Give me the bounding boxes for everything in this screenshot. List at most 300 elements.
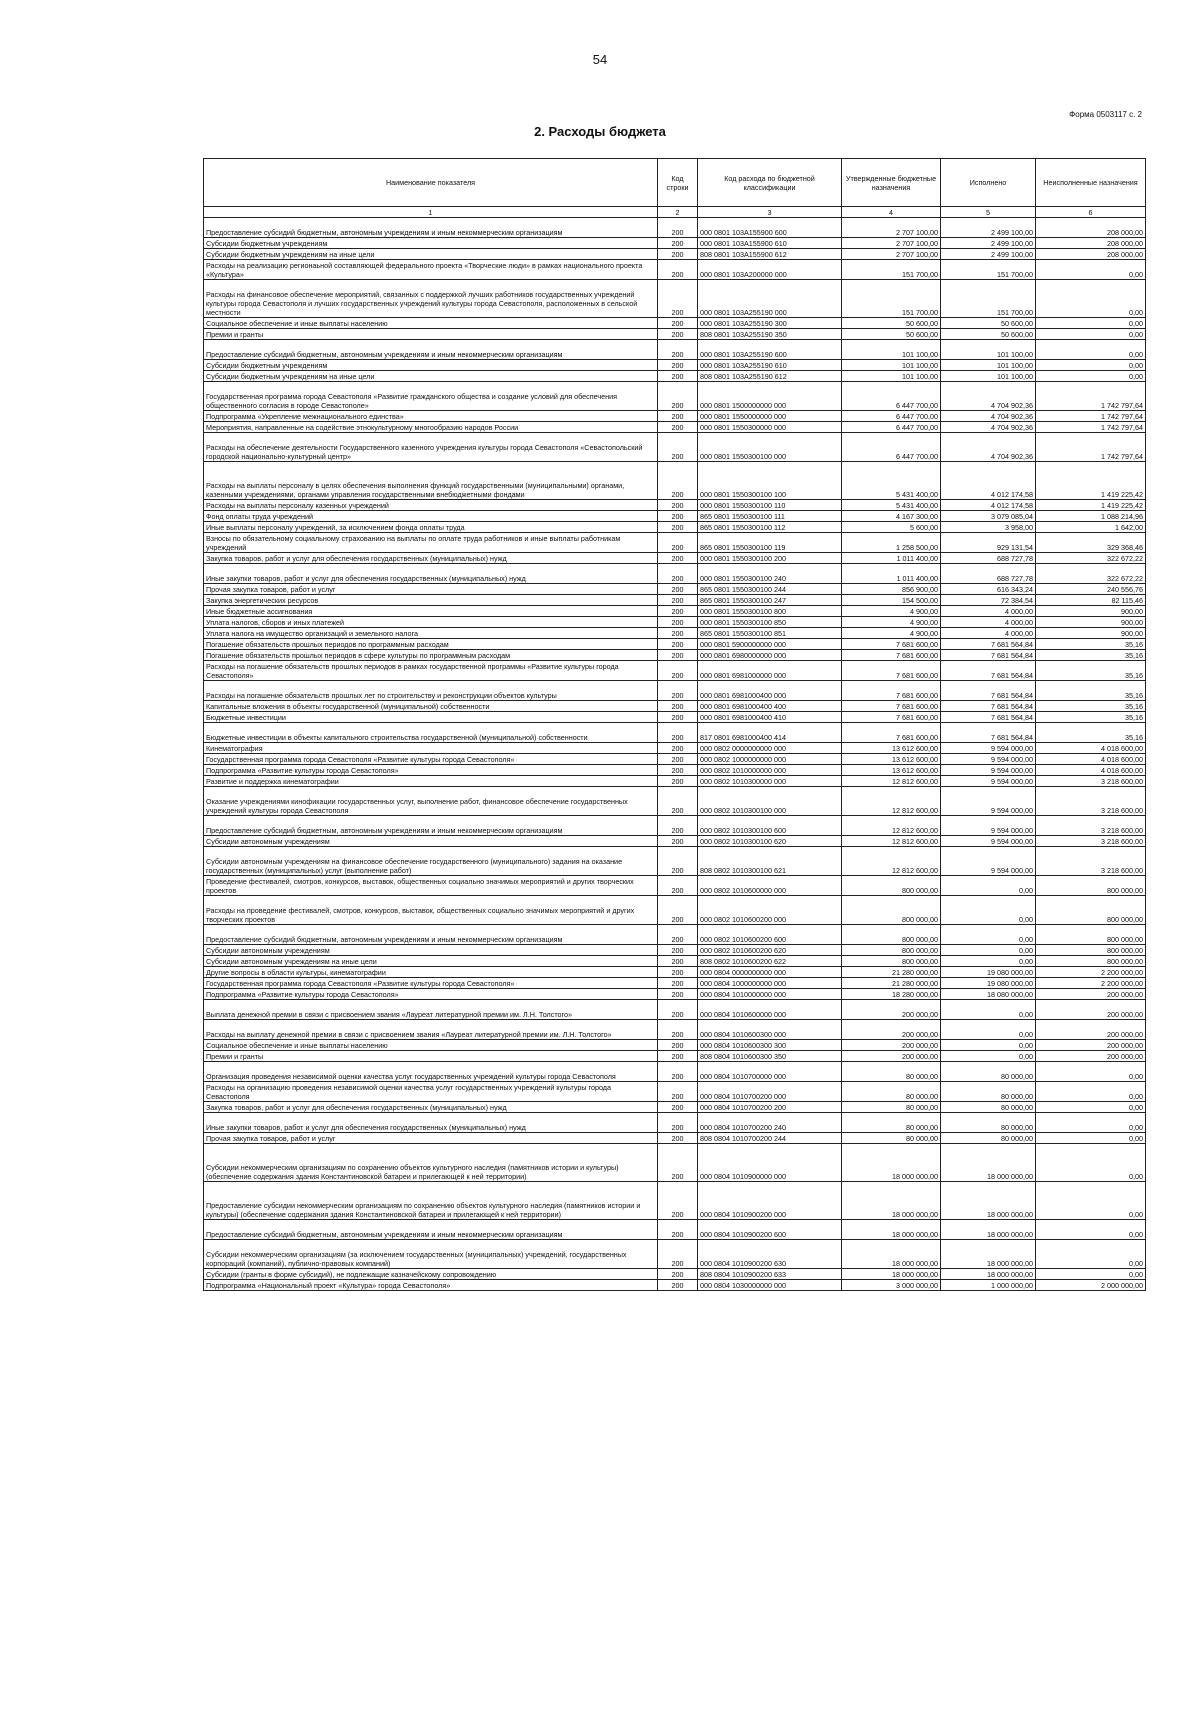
cell-approved: 2 707 100,00	[842, 249, 941, 260]
cell-executed: 688 727,78	[941, 564, 1036, 584]
cell-expense-code: 000 0801 1550000000 000	[698, 411, 842, 422]
cell-unexecuted: 208 000,00	[1036, 238, 1146, 249]
cell-executed: 4 000,00	[941, 628, 1036, 639]
cell-line-code: 200	[658, 967, 698, 978]
cell-line-code: 200	[658, 522, 698, 533]
cell-unexecuted: 200 000,00	[1036, 989, 1146, 1000]
col-number: 4	[842, 207, 941, 218]
cell-unexecuted: 800 000,00	[1036, 945, 1146, 956]
cell-approved: 18 000 000,00	[842, 1182, 941, 1220]
cell-name: Расходы на выплаты персоналу в целях обеспечения выполнения функций государственными (муниципальными) органами, казенными учреждениями, органами управления государственными внебюджетными фондами	[204, 462, 658, 500]
cell-executed: 151 700,00	[941, 260, 1036, 280]
table-row	[204, 816, 1146, 836]
cell-line-code: 200	[658, 1020, 698, 1040]
cell-name: Погашение обязательств прошлых периодов по программным расходам	[204, 639, 658, 650]
cell-unexecuted: 0,00	[1036, 1269, 1146, 1280]
cell-line-code: 200	[658, 606, 698, 617]
cell-line-code: 200	[658, 433, 698, 462]
form-code: Форма 0503117 с. 2	[1069, 110, 1142, 119]
cell-unexecuted: 0,00	[1036, 360, 1146, 371]
cell-expense-code: 000 0801 1500000000 000	[698, 382, 842, 411]
table-row	[204, 1000, 1146, 1020]
cell-line-code: 200	[658, 978, 698, 989]
cell-expense-code: 000 0801 6981000400 000	[698, 681, 842, 701]
cell-name: Оказание учреждениями кинофикации государственных услуг, выполнение работ, финансовое обеспечение государственных учреждений культуры города Севастополя	[204, 787, 658, 816]
cell-unexecuted: 35,16	[1036, 661, 1146, 681]
table-row	[204, 661, 1146, 681]
table-row	[204, 1102, 1146, 1113]
table-row	[204, 595, 1146, 606]
cell-executed: 80 000,00	[941, 1133, 1036, 1144]
cell-executed: 7 681 564,84	[941, 723, 1036, 743]
cell-unexecuted: 4 018 600,00	[1036, 743, 1146, 754]
cell-unexecuted: 3 218 600,00	[1036, 816, 1146, 836]
cell-expense-code: 000 0801 1550300100 200	[698, 553, 842, 564]
table-row	[204, 1280, 1146, 1291]
cell-approved: 7 681 600,00	[842, 712, 941, 723]
table-row	[204, 371, 1146, 382]
cell-line-code: 200	[658, 360, 698, 371]
cell-name: Субсидии некоммерческим организациям по сохранению объектов культурного наследия (памятников истории и культуры) (обеспечение содержания здания Константиновской батареи и прилегающей к ней территории)	[204, 1144, 658, 1182]
cell-line-code: 200	[658, 743, 698, 754]
table-row	[204, 765, 1146, 776]
col-header-line-code: Код строки	[658, 159, 698, 207]
cell-expense-code: 000 0804 1010900000 000	[698, 1144, 842, 1182]
cell-approved: 101 100,00	[842, 340, 941, 360]
cell-expense-code: 000 0802 1010300100 600	[698, 816, 842, 836]
cell-line-code: 200	[658, 876, 698, 896]
cell-approved: 18 000 000,00	[842, 1240, 941, 1269]
cell-line-code: 200	[658, 318, 698, 329]
cell-name: Проведение фестивалей, смотров, конкурсов, выставок, общественных социально значимых мероприятий и других творческих проектов	[204, 876, 658, 896]
cell-name: Подпрограмма «Развитие культуры города Севастополя»	[204, 989, 658, 1000]
cell-unexecuted: 1 742 797,64	[1036, 422, 1146, 433]
cell-line-code: 200	[658, 945, 698, 956]
cell-line-code: 200	[658, 787, 698, 816]
cell-name: Субсидии бюджетным учреждениям	[204, 360, 658, 371]
table-row	[204, 411, 1146, 422]
cell-unexecuted: 0,00	[1036, 280, 1146, 318]
expenditure-table	[203, 158, 1146, 1291]
cell-executed: 101 100,00	[941, 340, 1036, 360]
cell-approved: 200 000,00	[842, 1020, 941, 1040]
cell-approved: 4 900,00	[842, 617, 941, 628]
cell-expense-code: 000 0804 1010600300 000	[698, 1020, 842, 1040]
cell-unexecuted: 200 000,00	[1036, 1040, 1146, 1051]
table-row	[204, 500, 1146, 511]
cell-executed: 101 100,00	[941, 371, 1036, 382]
cell-expense-code: 000 0801 103A255190 610	[698, 360, 842, 371]
cell-expense-code: 000 0801 5900000000 000	[698, 639, 842, 650]
cell-name: Другие вопросы в области культуры, кинематографии	[204, 967, 658, 978]
cell-line-code: 200	[658, 1082, 698, 1102]
cell-expense-code: 000 0802 1010000000 000	[698, 765, 842, 776]
cell-line-code: 200	[658, 553, 698, 564]
cell-executed: 7 681 564,84	[941, 661, 1036, 681]
cell-name: Субсидии автономным учреждениям	[204, 945, 658, 956]
cell-unexecuted: 3 218 600,00	[1036, 776, 1146, 787]
table-row	[204, 754, 1146, 765]
cell-unexecuted: 0,00	[1036, 1240, 1146, 1269]
cell-name: Бюджетные инвестиции	[204, 712, 658, 723]
cell-line-code: 200	[658, 639, 698, 650]
cell-name: Мероприятия, направленные на содействие этнокультурному многообразию народов России	[204, 422, 658, 433]
cell-approved: 7 681 600,00	[842, 701, 941, 712]
col-header-unexecuted: Неисполненные назначения	[1036, 159, 1146, 207]
cell-unexecuted: 35,16	[1036, 723, 1146, 743]
cell-name: Государственная программа города Севастополя «Развитие гражданского общества и создание условий для обеспечения общественного согласия в городе Севастополе»	[204, 382, 658, 411]
cell-name: Расходы на проведение фестивалей, смотров, конкурсов, выставок, общественных социально значимых мероприятий и других творческих проектов	[204, 896, 658, 925]
cell-expense-code: 000 0801 103A255190 000	[698, 280, 842, 318]
cell-expense-code: 808 0804 1010600300 350	[698, 1051, 842, 1062]
table-row	[204, 340, 1146, 360]
cell-expense-code: 000 0801 103A255190 300	[698, 318, 842, 329]
cell-executed: 7 681 564,84	[941, 712, 1036, 723]
col-number: 1	[204, 207, 658, 218]
cell-expense-code: 865 0801 1550300100 111	[698, 511, 842, 522]
cell-name: Иные закупки товаров, работ и услуг для обеспечения государственных (муниципальных) нужд	[204, 1113, 658, 1133]
cell-approved: 5 431 400,00	[842, 462, 941, 500]
cell-approved: 18 000 000,00	[842, 1144, 941, 1182]
cell-approved: 13 612 600,00	[842, 754, 941, 765]
cell-name: Субсидии автономным учреждениям на финансовое обеспечение государственного (муниципального) задания на оказание государственных (муниципальных) услуг (выполнение работ)	[204, 847, 658, 876]
cell-unexecuted: 82 115,46	[1036, 595, 1146, 606]
cell-name: Расходы на реализацию регионаьной составляющей федерального проекта «Творческие люди» в рамках национального проекта «Культура»	[204, 260, 658, 280]
cell-name: Государственная программа города Севастополя «Развитие культуры города Севастополя»	[204, 754, 658, 765]
cell-executed: 9 594 000,00	[941, 836, 1036, 847]
table-row	[204, 967, 1146, 978]
page-number: 54	[592, 52, 608, 67]
cell-unexecuted: 800 000,00	[1036, 876, 1146, 896]
table-row	[204, 712, 1146, 723]
cell-name: Подпрограмма «Развитие культуры города Севастополя»	[204, 765, 658, 776]
cell-line-code: 200	[658, 1240, 698, 1269]
cell-approved: 101 100,00	[842, 360, 941, 371]
cell-approved: 151 700,00	[842, 280, 941, 318]
cell-unexecuted: 900,00	[1036, 606, 1146, 617]
cell-name: Погашение обязательств прошлых периодов в сфере культуры по программным расходам	[204, 650, 658, 661]
cell-line-code: 200	[658, 765, 698, 776]
table-row	[204, 876, 1146, 896]
cell-executed: 9 594 000,00	[941, 754, 1036, 765]
cell-name: Социальное обеспечение и иные выплаты населению	[204, 1040, 658, 1051]
cell-line-code: 200	[658, 776, 698, 787]
cell-name: Предоставление субсидий бюджетным, автономным учреждениям и иным некоммерческим организациям	[204, 925, 658, 945]
cell-expense-code: 000 0804 1010900200 000	[698, 1182, 842, 1220]
cell-line-code: 200	[658, 595, 698, 606]
cell-unexecuted: 0,00	[1036, 1082, 1146, 1102]
table-row	[204, 743, 1146, 754]
cell-line-code: 200	[658, 564, 698, 584]
cell-unexecuted: 0,00	[1036, 1062, 1146, 1082]
cell-approved: 800 000,00	[842, 956, 941, 967]
table-row	[204, 945, 1146, 956]
cell-executed: 151 700,00	[941, 280, 1036, 318]
cell-approved: 18 000 000,00	[842, 1269, 941, 1280]
cell-executed: 0,00	[941, 1020, 1036, 1040]
table-row	[204, 1051, 1146, 1062]
cell-line-code: 200	[658, 1102, 698, 1113]
cell-expense-code: 000 0802 1010600200 600	[698, 925, 842, 945]
cell-name: Закупка энергетических ресурсов	[204, 595, 658, 606]
cell-unexecuted: 1 742 797,64	[1036, 433, 1146, 462]
table-row	[204, 260, 1146, 280]
cell-executed: 688 727,78	[941, 553, 1036, 564]
cell-unexecuted: 1 642,00	[1036, 522, 1146, 533]
cell-line-code: 200	[658, 661, 698, 681]
cell-line-code: 200	[658, 218, 698, 238]
cell-unexecuted: 0,00	[1036, 1220, 1146, 1240]
cell-line-code: 200	[658, 280, 698, 318]
cell-expense-code: 000 0801 1550300100 100	[698, 462, 842, 500]
cell-expense-code: 000 0802 0000000000 000	[698, 743, 842, 754]
cell-name: Подпрограмма «Национальный проект «Культура» города Севастополя»	[204, 1280, 658, 1291]
cell-executed: 4 704 902,36	[941, 433, 1036, 462]
cell-line-code: 200	[658, 1062, 698, 1082]
table-row	[204, 1133, 1146, 1144]
cell-expense-code: 000 0801 1550300100 800	[698, 606, 842, 617]
col-number: 6	[1036, 207, 1146, 218]
cell-expense-code: 000 0802 1010600200 000	[698, 896, 842, 925]
table-header	[204, 159, 1146, 218]
cell-executed: 2 499 100,00	[941, 238, 1036, 249]
cell-name: Социальное обеспечение и иные выплаты населению	[204, 318, 658, 329]
table-row	[204, 553, 1146, 564]
cell-name: Фонд оплаты труда учреждений	[204, 511, 658, 522]
cell-expense-code: 000 0801 1550300100 000	[698, 433, 842, 462]
cell-unexecuted: 208 000,00	[1036, 249, 1146, 260]
cell-executed: 7 681 564,84	[941, 650, 1036, 661]
cell-executed: 18 000 000,00	[941, 1269, 1036, 1280]
cell-unexecuted: 1 419 225,42	[1036, 500, 1146, 511]
table-row	[204, 836, 1146, 847]
cell-executed: 0,00	[941, 945, 1036, 956]
cell-executed: 7 681 564,84	[941, 701, 1036, 712]
cell-executed: 19 080 000,00	[941, 967, 1036, 978]
col-header-name: Наименование показателя	[204, 159, 658, 207]
table-row	[204, 218, 1146, 238]
cell-unexecuted: 0,00	[1036, 371, 1146, 382]
cell-line-code: 200	[658, 896, 698, 925]
cell-name: Взносы по обязательному социальному страхованию на выплаты по оплате труда работников и иные выплаты работникам учреждений	[204, 533, 658, 553]
cell-expense-code: 000 0801 1550300100 850	[698, 617, 842, 628]
cell-approved: 800 000,00	[842, 925, 941, 945]
table-row	[204, 978, 1146, 989]
cell-approved: 80 000,00	[842, 1113, 941, 1133]
cell-line-code: 200	[658, 1040, 698, 1051]
cell-approved: 13 612 600,00	[842, 765, 941, 776]
cell-approved: 80 000,00	[842, 1133, 941, 1144]
cell-expense-code: 808 0804 1010700200 244	[698, 1133, 842, 1144]
cell-executed: 3 958,00	[941, 522, 1036, 533]
cell-name: Предоставление субсидий бюджетным, автономным учреждениям и иным некоммерческим организациям	[204, 816, 658, 836]
cell-executed: 9 594 000,00	[941, 787, 1036, 816]
cell-executed: 0,00	[941, 1000, 1036, 1020]
cell-expense-code: 000 0802 1010300100 000	[698, 787, 842, 816]
cell-expense-code: 000 0802 1010300000 000	[698, 776, 842, 787]
cell-expense-code: 000 0801 1550300000 000	[698, 422, 842, 433]
cell-expense-code: 000 0804 1010900200 600	[698, 1220, 842, 1240]
table-row	[204, 318, 1146, 329]
cell-unexecuted: 0,00	[1036, 318, 1146, 329]
cell-unexecuted: 208 000,00	[1036, 218, 1146, 238]
cell-executed: 72 384,54	[941, 595, 1036, 606]
cell-line-code: 200	[658, 511, 698, 522]
cell-line-code: 200	[658, 1144, 698, 1182]
cell-unexecuted: 0,00	[1036, 1102, 1146, 1113]
cell-approved: 7 681 600,00	[842, 723, 941, 743]
cell-line-code: 200	[658, 989, 698, 1000]
cell-unexecuted: 800 000,00	[1036, 956, 1146, 967]
cell-executed: 4 012 174,58	[941, 462, 1036, 500]
cell-approved: 200 000,00	[842, 1040, 941, 1051]
cell-approved: 800 000,00	[842, 876, 941, 896]
cell-unexecuted: 1 088 214,96	[1036, 511, 1146, 522]
cell-unexecuted: 0,00	[1036, 260, 1146, 280]
cell-name: Расходы на выплаты персоналу казенных учреждений	[204, 500, 658, 511]
cell-name: Расходы на погашение обязательств прошлых лет по строительству и реконструкции объектов культуры	[204, 681, 658, 701]
cell-approved: 7 681 600,00	[842, 661, 941, 681]
cell-executed: 50 600,00	[941, 318, 1036, 329]
cell-expense-code: 000 0804 1010700000 000	[698, 1062, 842, 1082]
cell-line-code: 200	[658, 712, 698, 723]
cell-executed: 616 343,24	[941, 584, 1036, 595]
cell-executed: 9 594 000,00	[941, 765, 1036, 776]
cell-approved: 2 707 100,00	[842, 218, 941, 238]
cell-expense-code: 000 0802 1000000000 000	[698, 754, 842, 765]
cell-executed: 80 000,00	[941, 1113, 1036, 1133]
cell-approved: 12 812 600,00	[842, 847, 941, 876]
cell-expense-code: 865 0801 1550300100 112	[698, 522, 842, 533]
cell-unexecuted: 1 742 797,64	[1036, 411, 1146, 422]
cell-line-code: 200	[658, 1051, 698, 1062]
cell-line-code: 200	[658, 628, 698, 639]
col-number: 3	[698, 207, 842, 218]
cell-name: Субсидии (гранты в форме субсидий), не подлежащие казначейскому сопровождению	[204, 1269, 658, 1280]
table-row	[204, 433, 1146, 462]
cell-approved: 7 681 600,00	[842, 639, 941, 650]
cell-expense-code: 865 0801 1550300100 244	[698, 584, 842, 595]
cell-executed: 4 704 902,36	[941, 422, 1036, 433]
cell-expense-code: 000 0801 6981000000 000	[698, 661, 842, 681]
cell-executed: 18 080 000,00	[941, 989, 1036, 1000]
cell-expense-code: 000 0804 1010600000 000	[698, 1000, 842, 1020]
cell-expense-code: 808 0801 103A255190 612	[698, 371, 842, 382]
cell-executed: 9 594 000,00	[941, 816, 1036, 836]
cell-expense-code: 000 0801 103A255190 600	[698, 340, 842, 360]
cell-expense-code: 000 0801 6981000400 400	[698, 701, 842, 712]
cell-executed: 9 594 000,00	[941, 847, 1036, 876]
table-row	[204, 723, 1146, 743]
cell-line-code: 200	[658, 371, 698, 382]
table-row	[204, 956, 1146, 967]
cell-name: Субсидии бюджетным учреждениям	[204, 238, 658, 249]
cell-unexecuted: 35,16	[1036, 639, 1146, 650]
cell-line-code: 200	[658, 411, 698, 422]
cell-executed: 0,00	[941, 876, 1036, 896]
cell-name: Предоставление субсидии некоммерческим организациям по сохранению объектов культурного наследия (памятников истории и культуры) (обеспечение содержания здания Константиновской батареи и прилегающей к ней территории)	[204, 1182, 658, 1220]
cell-name: Бюджетные инвестиции в объекты капитального строительства государственной (муниципальной) собственности	[204, 723, 658, 743]
cell-approved: 21 280 000,00	[842, 978, 941, 989]
cell-name: Уплата налога на имущество организаций и земельного налога	[204, 628, 658, 639]
cell-executed: 80 000,00	[941, 1102, 1036, 1113]
cell-executed: 1 000 000,00	[941, 1280, 1036, 1291]
cell-unexecuted: 2 000 000,00	[1036, 1280, 1146, 1291]
cell-line-code: 200	[658, 1000, 698, 1020]
cell-approved: 80 000,00	[842, 1062, 941, 1082]
cell-unexecuted: 3 218 600,00	[1036, 847, 1146, 876]
cell-line-code: 200	[658, 723, 698, 743]
cell-unexecuted: 3 218 600,00	[1036, 836, 1146, 847]
cell-executed: 101 100,00	[941, 360, 1036, 371]
cell-executed: 19 080 000,00	[941, 978, 1036, 989]
table-row	[204, 1062, 1146, 1082]
table-row	[204, 606, 1146, 617]
cell-approved: 5 431 400,00	[842, 500, 941, 511]
cell-approved: 101 100,00	[842, 371, 941, 382]
cell-name: Закупка товаров, работ и услуг для обеспечения государственных (муниципальных) нужд	[204, 1102, 658, 1113]
cell-executed: 18 000 000,00	[941, 1182, 1036, 1220]
cell-expense-code: 000 0801 1550300100 240	[698, 564, 842, 584]
cell-approved: 800 000,00	[842, 945, 941, 956]
cell-name: Иные выплаты персоналу учреждений, за исключением фонда оплаты труда	[204, 522, 658, 533]
cell-expense-code: 865 0801 1550300100 119	[698, 533, 842, 553]
cell-unexecuted: 2 200 000,00	[1036, 967, 1146, 978]
cell-unexecuted: 329 368,46	[1036, 533, 1146, 553]
cell-expense-code: 808 0802 1010300100 621	[698, 847, 842, 876]
cell-expense-code: 808 0801 103A255190 350	[698, 329, 842, 340]
cell-expense-code: 000 0804 1010700200 240	[698, 1113, 842, 1133]
cell-name: Предоставление субсидий бюджетным, автономным учреждениям и иным некоммерческим организациям	[204, 1220, 658, 1240]
cell-name: Государственная программа города Севастополя «Развитие культуры города Севастополя»	[204, 978, 658, 989]
cell-unexecuted: 0,00	[1036, 329, 1146, 340]
cell-expense-code: 000 0804 1010700200 200	[698, 1102, 842, 1113]
cell-expense-code: 808 0802 1010600200 622	[698, 956, 842, 967]
cell-unexecuted: 322 672,22	[1036, 564, 1146, 584]
cell-executed: 4 704 902,36	[941, 382, 1036, 411]
cell-executed: 2 499 100,00	[941, 249, 1036, 260]
cell-executed: 18 000 000,00	[941, 1240, 1036, 1269]
cell-unexecuted: 35,16	[1036, 701, 1146, 712]
cell-expense-code: 000 0804 1010600300 300	[698, 1040, 842, 1051]
table-row	[204, 617, 1146, 628]
cell-unexecuted: 1 419 225,42	[1036, 462, 1146, 500]
cell-line-code: 200	[658, 260, 698, 280]
cell-expense-code: 000 0802 1010600200 620	[698, 945, 842, 956]
cell-line-code: 200	[658, 1113, 698, 1133]
cell-approved: 200 000,00	[842, 1051, 941, 1062]
cell-unexecuted: 0,00	[1036, 340, 1146, 360]
cell-name: Расходы на выплату денежной премии в связи с присвоением звания «Лауреат литературной премии им. Л.Н. Толстого»	[204, 1020, 658, 1040]
cell-line-code: 200	[658, 340, 698, 360]
cell-expense-code: 000 0802 1010300100 620	[698, 836, 842, 847]
cell-executed: 80 000,00	[941, 1082, 1036, 1102]
table-row	[204, 639, 1146, 650]
cell-unexecuted: 800 000,00	[1036, 925, 1146, 945]
cell-approved: 18 000 000,00	[842, 1220, 941, 1240]
col-number: 5	[941, 207, 1036, 218]
cell-expense-code: 000 0801 6980000000 000	[698, 650, 842, 661]
cell-approved: 151 700,00	[842, 260, 941, 280]
cell-approved: 7 681 600,00	[842, 650, 941, 661]
table-row	[204, 925, 1146, 945]
cell-line-code: 200	[658, 382, 698, 411]
table-row	[204, 511, 1146, 522]
cell-expense-code: 000 0801 6981000400 410	[698, 712, 842, 723]
cell-unexecuted: 200 000,00	[1036, 1020, 1146, 1040]
cell-executed: 7 681 564,84	[941, 681, 1036, 701]
cell-line-code: 200	[658, 422, 698, 433]
